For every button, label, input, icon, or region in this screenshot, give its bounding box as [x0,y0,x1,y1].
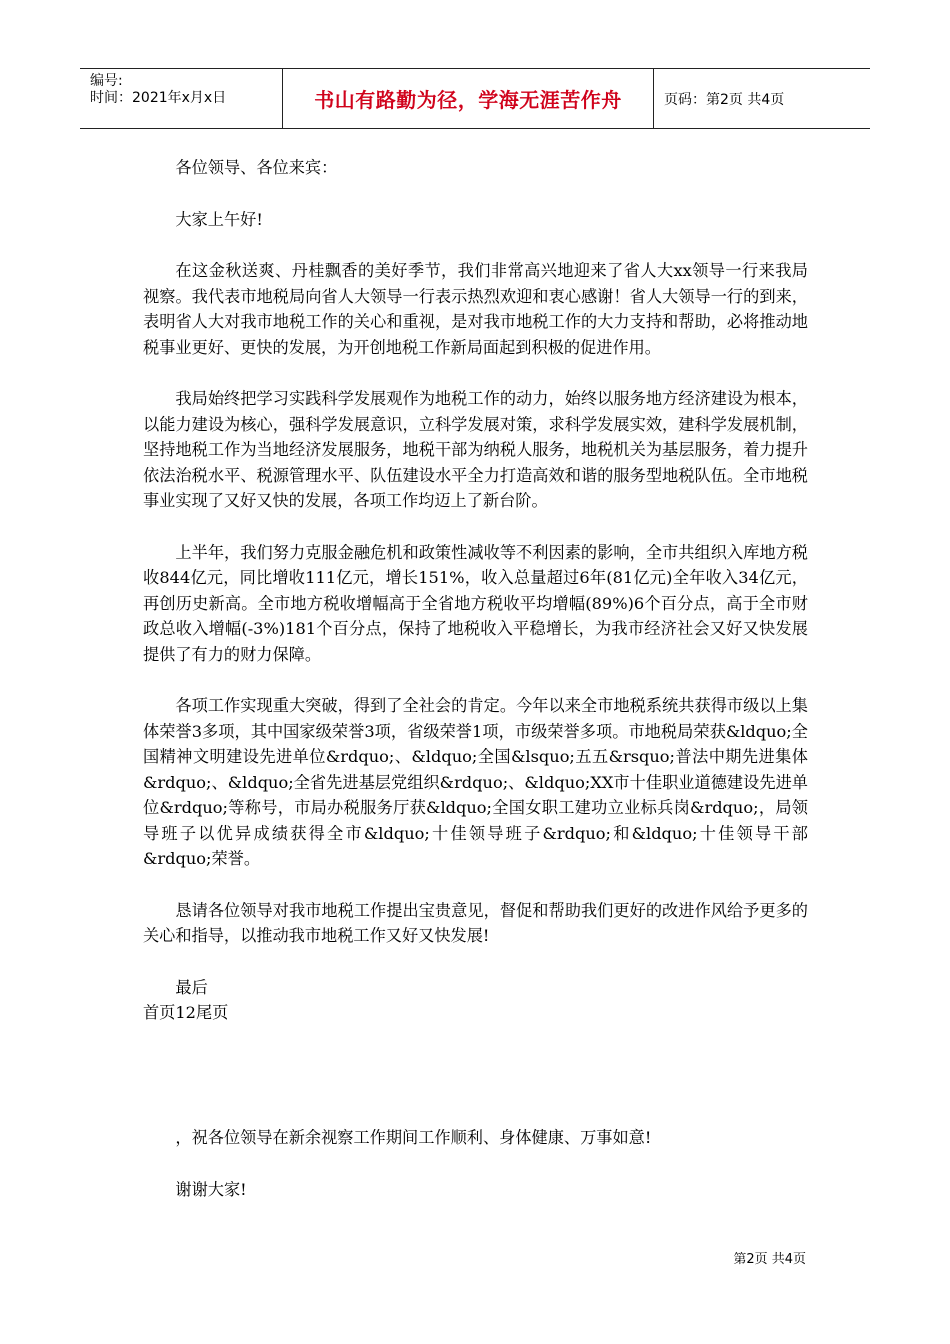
document-time-label: 时间：2021年x月x日 [90,90,227,106]
closing-wish: ，祝各位领导在新余视察工作期间工作顺利、身体健康、万事如意! [175,1128,652,1147]
paragraph-honors: 各项工作实现重大突破，得到了全社会的肯定。今年以来全市地税系统共获得市级以上集体荣誉3多项，其中国家级荣誉3项，省级荣誉1项，市级荣誉多项。市地税局荣获&ldquo;全国精神文明建设先进单位&rdquo;、&ldquo;全国&lsquo;五五&rsquo;普法中期先进集体&rdquo;、&ldquo;全省先进基层党组织&rdquo;、&ldquo;XX市十佳职业道德建设先进单位&rdquo;等称号，市局办税服务厅获&ldquo;全国女职工建功立业标兵岗&rdquo;，局领导班子以优异成绩获得全市&ldquo;十佳领导班子&rdquo;和&ldquo;十佳领导干部&rdquo;荣誉。 [143,696,808,868]
closing-thanks: 谢谢大家! [175,1179,247,1199]
document-closing [143,1125,808,1228]
document-number-label: 编号: [90,73,123,89]
page-navigation: 首页12尾页 [143,1003,229,1022]
header-motto: 书山有路勤为径，学海无涯苦作舟 [314,88,622,112]
paragraph-revenue: 上半年，我们努力克服金融危机和政策性减收等不利因素的影响，全市共组织入库地方税收844亿元，同比增收111亿元，增长151%，收入总量超过6年(81亿元)全年收入34亿元，再创历史新高。全市地方税收增幅高于全省地方税收平均增幅(89%)6个百分点，高于全市财政总收入增幅(-3%)181个百分点，保持了地税收入平稳增长，为我市经济社会又好又快发展提供了有力的财力保障。 [143,542,808,664]
last-word: 最后 [175,977,208,997]
page-footer [733,1248,806,1267]
page-header [80,68,870,129]
header-motto-cell [282,69,654,128]
header-meta [80,69,282,128]
greeting: 大家上午好! [175,209,263,229]
document-body [143,155,808,1026]
salutation: 各位领导、各位来宾： [175,158,338,177]
header-page-number: 页码：第2页 共4页 [664,91,785,108]
header-page-cell [654,69,870,128]
footer-page-number: 第2页 共4页 [733,1252,806,1267]
paragraph-philosophy: 我局始终把学习实践科学发展观作为地税工作的动力，始终以服务地方经济建设为根本，以能力建设为核心，强科学发展意识，立科学发展对策，求科学发展实效，建科学发展机制，坚持地税工作为当地经济发展服务，地税干部为纳税人服务，地税机关为基层服务，着力提升依法治税水平、税源管理水平、队伍建设水平全力打造高效和谐的服务型地税队伍。全市地税事业实现了又好又快的发展，各项工作均迈上了新台阶。 [143,389,808,510]
paragraph-welcome: 在这金秋送爽、丹桂飘香的美好季节，我们非常高兴地迎来了省人大xx领导一行来我局视察。我代表市地税局向省人大领导一行表示热烈欢迎和衷心感谢！省人大领导一行的到来，表明省人大对我市地税工作的关心和重视，是对我市地税工作的大力支持和帮助，必将推动地税事业更好、更快的发展，为开创地税工作新局面起到积极的促进作用。 [143,261,808,357]
paragraph-request: 恳请各位领导对我市地税工作提出宝贵意见，督促和帮助我们更好的改进作风给予更多的关心和指导，以推动我市地税工作又好又快发展! [143,900,808,945]
